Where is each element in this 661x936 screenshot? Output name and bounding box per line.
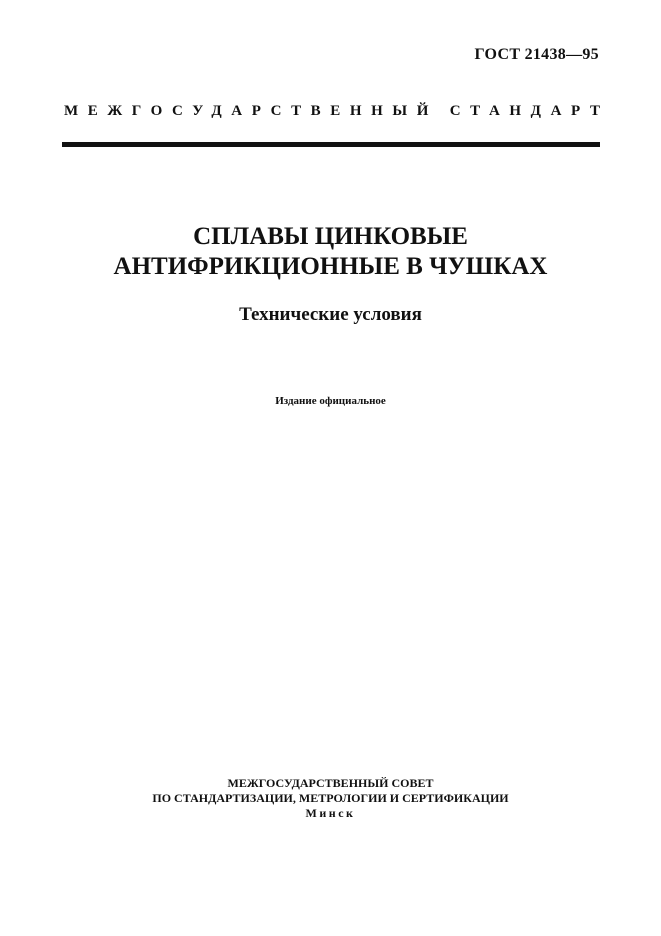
document-title [0, 222, 661, 282]
publisher-city: Минск [305, 806, 356, 820]
title-line-1: СПЛАВЫ ЦИНКОВЫЕ [193, 223, 468, 250]
standard-category [64, 103, 610, 120]
header-divider [62, 142, 600, 147]
category-word-interstate: МЕЖГОСУДАРСТВЕННЫЙ [64, 103, 439, 119]
title-line-2: АНТИФРИКЦИОННЫЕ В ЧУШКАХ [113, 253, 548, 280]
category-word-standard: СТАНДАРТ [449, 103, 610, 119]
document-number: ГОСТ 21438—95 [474, 46, 599, 63]
document-subtitle: Технические условия [239, 304, 422, 325]
publisher-line-1: МЕЖГОСУДАРСТВЕННЫЙ СОВЕТ [227, 776, 434, 790]
edition-note: Издание официальное [275, 395, 386, 407]
publisher-block [0, 776, 661, 821]
publisher-line-2: ПО СТАНДАРТИЗАЦИИ, МЕТРОЛОГИИ И СЕРТИФИКАЦИИ [152, 791, 509, 805]
